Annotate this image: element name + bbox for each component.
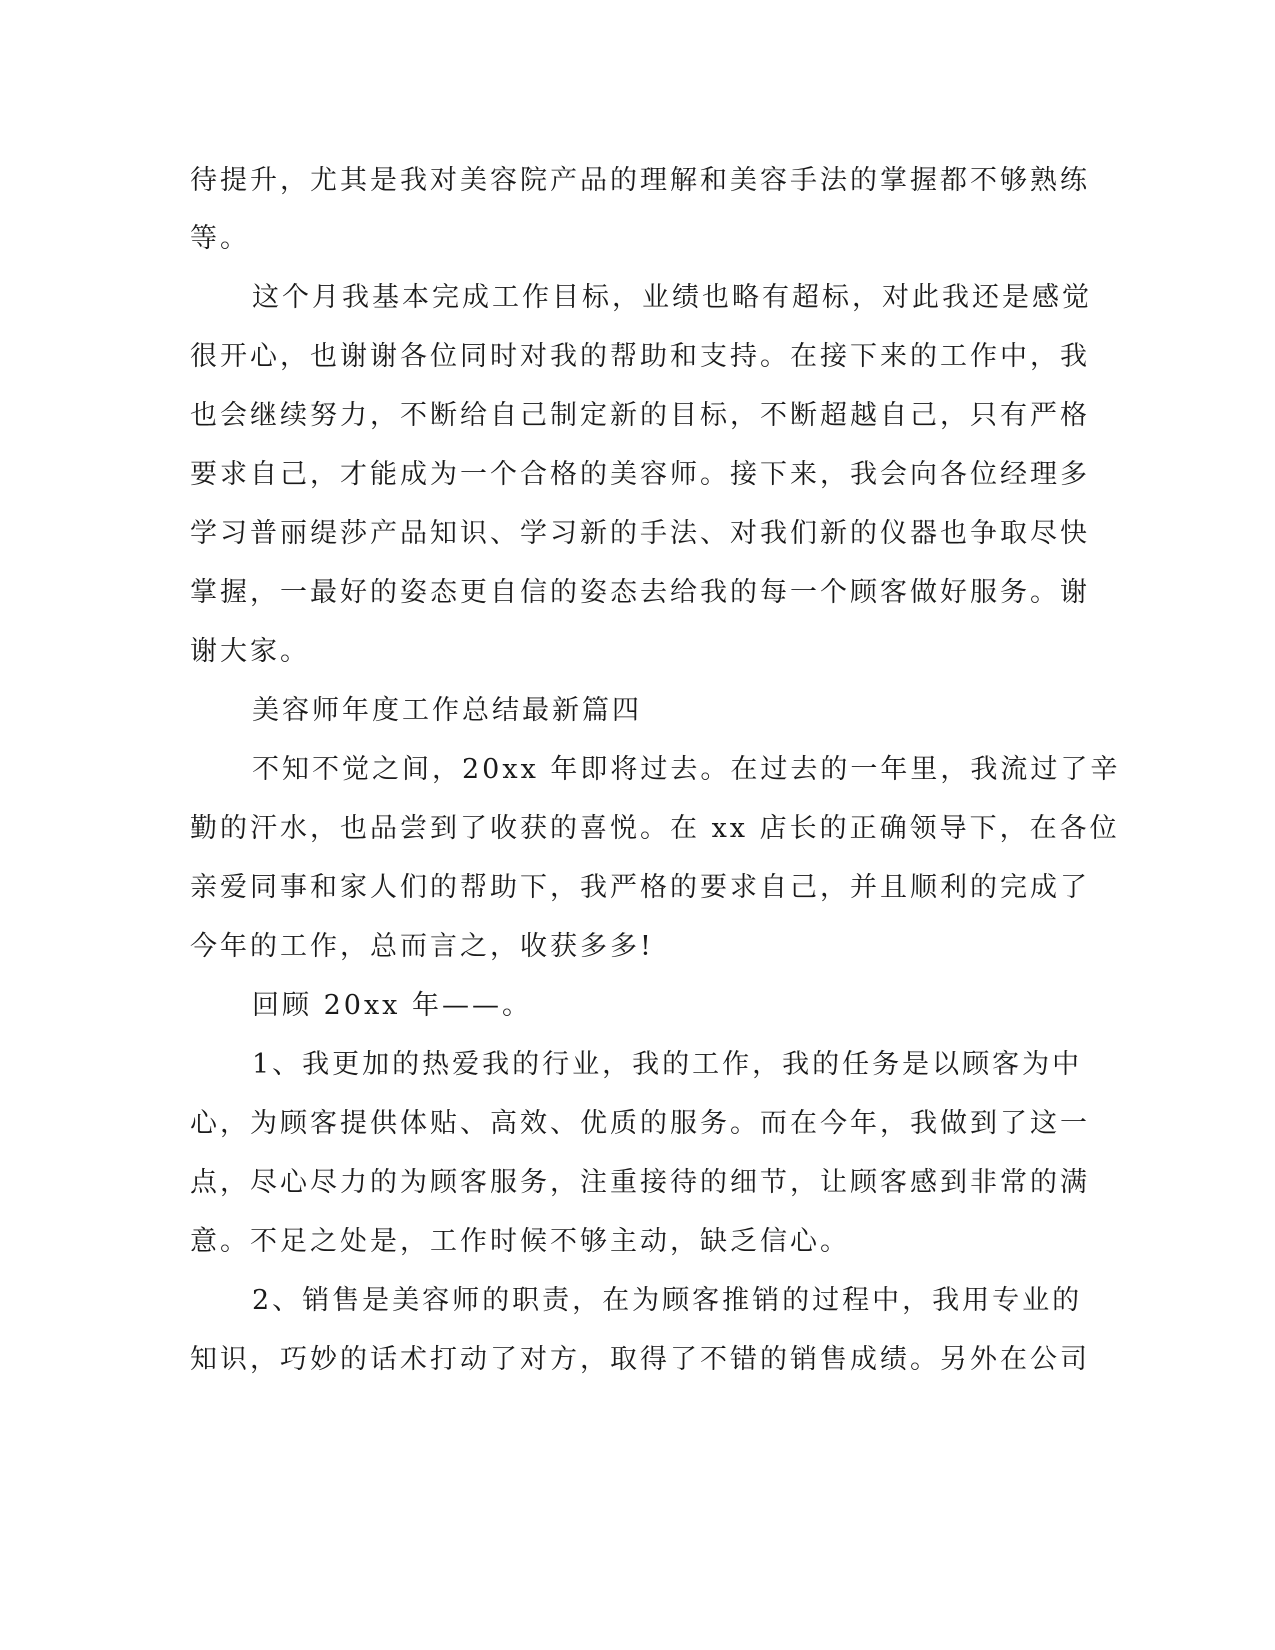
text-line: 不知不觉之间，20xx 年即将过去。在过去的一年里，我流过了辛 xyxy=(252,754,1121,785)
text-line: 点，尽心尽力的为顾客服务，注重接待的细节，让顾客感到非常的满 xyxy=(190,1167,1090,1198)
text-line: 1、我更加的热爱我的行业，我的工作，我的任务是以顾客为中 xyxy=(252,1049,1083,1080)
text-line: 今年的工作，总而言之，收获多多! xyxy=(190,931,654,962)
text-line: 掌握，一最好的姿态更自信的姿态去给我的每一个顾客做好服务。谢 xyxy=(190,577,1090,608)
text-line: 等。 xyxy=(190,223,250,254)
text-line: 心，为顾客提供体贴、高效、优质的服务。而在今年，我做到了这一 xyxy=(190,1108,1090,1139)
text-line: 谢大家。 xyxy=(190,636,310,667)
section-heading: 美容师年度工作总结最新篇四 xyxy=(252,695,642,726)
text-line: 意。不足之处是，工作时候不够主动，缺乏信心。 xyxy=(190,1226,850,1257)
text-line: 这个月我基本完成工作目标，业绩也略有超标，对此我还是感觉 xyxy=(252,282,1092,313)
text-line: 很开心，也谢谢各位同时对我的帮助和支持。在接下来的工作中，我 xyxy=(190,341,1090,372)
text-line: 待提升，尤其是我对美容院产品的理解和美容手法的掌握都不够熟练 xyxy=(190,165,1090,196)
text-line: 学习普丽缇莎产品知识、学习新的手法、对我们新的仪器也争取尽快 xyxy=(190,518,1090,549)
text-line: 回顾 20xx 年——。 xyxy=(252,990,532,1021)
text-line: 也会继续努力，不断给自己制定新的目标，不断超越自己，只有严格 xyxy=(190,400,1090,431)
text-line: 要求自己，才能成为一个合格的美容师。接下来，我会向各位经理多 xyxy=(190,459,1090,490)
text-line: 2、销售是美容师的职责，在为顾客推销的过程中，我用专业的 xyxy=(252,1285,1083,1316)
text-line: 亲爱同事和家人们的帮助下，我严格的要求自己，并且顺利的完成了 xyxy=(190,872,1090,903)
text-line: 知识，巧妙的话术打动了对方，取得了不错的销售成绩。另外在公司 xyxy=(190,1344,1090,1375)
text-line: 勤的汗水，也品尝到了收获的喜悦。在 xx 店长的正确领导下，在各位 xyxy=(190,813,1120,844)
